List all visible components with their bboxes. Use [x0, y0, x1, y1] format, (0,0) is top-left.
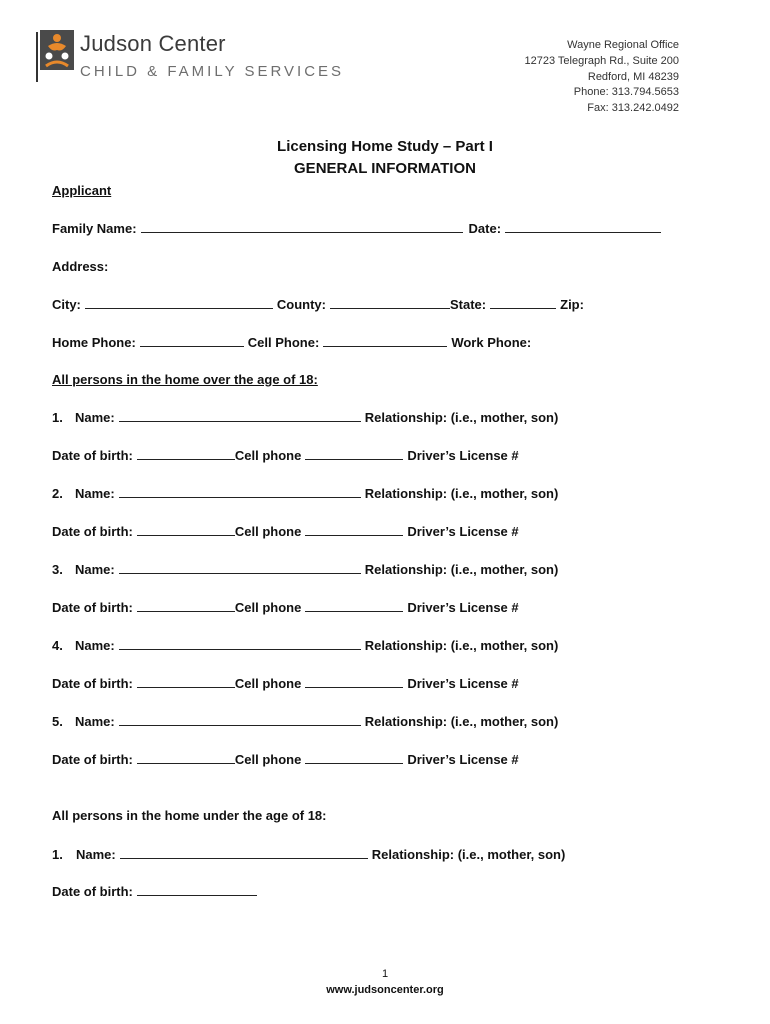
adult-number: 1. [52, 410, 63, 425]
adult-license-label: Driver’s License # [407, 676, 519, 691]
cell-phone-label: Cell Phone: [247, 335, 320, 350]
applicant-heading-row [52, 178, 678, 198]
adult-cell-label: Cell phone [234, 448, 302, 463]
form-title [0, 136, 770, 180]
adult-2-name-row [52, 481, 678, 501]
date-field[interactable] [505, 218, 661, 233]
family-name-label: Family Name: [52, 221, 137, 236]
date-label: Date: [468, 221, 502, 236]
phone-row [52, 330, 678, 350]
adult-dob-label: Date of birth: [52, 524, 133, 539]
adult-name-label: Name: [75, 486, 115, 501]
county-field[interactable] [330, 294, 450, 309]
office-name: Wayne Regional Office [567, 39, 679, 51]
home-phone-label: Home Phone: [52, 335, 136, 350]
brand-subtitle: CHILD & FAMILY SERVICES [80, 63, 345, 80]
brand-name: Judson Center [80, 31, 226, 56]
office-phone: Phone: 313.794.5653 [573, 86, 679, 99]
adult-name-field[interactable] [119, 483, 361, 498]
adult-number: 5. [52, 714, 63, 729]
form-title-line2: GENERAL INFORMATION [294, 160, 476, 177]
minors-heading: All persons in the home under the age of 18: [52, 808, 327, 823]
page-number: 1 [381, 968, 389, 980]
minor-1-name-field[interactable] [120, 844, 368, 859]
adult-2-details-row [52, 519, 678, 539]
adult-name-label: Name: [75, 714, 115, 729]
state-label: State: [450, 297, 487, 312]
adult-cell-field[interactable] [305, 521, 403, 536]
adult-license-label: Driver’s License # [407, 524, 519, 539]
adult-name-field[interactable] [119, 407, 361, 422]
address-label: Address: [52, 259, 109, 274]
judson-center-logo [36, 28, 366, 88]
adult-cell-label: Cell phone [234, 600, 302, 615]
adults-heading: All persons in the home over the age of 18: [52, 372, 318, 387]
adult-license-label: Driver’s License # [407, 752, 519, 767]
home-phone-field[interactable] [140, 332, 244, 347]
adult-dob-label: Date of birth: [52, 752, 133, 767]
minor-1-name-row [52, 842, 678, 862]
page-footer [0, 966, 770, 998]
cell-phone-field[interactable] [323, 332, 447, 347]
work-phone-label: Work Phone: [451, 335, 532, 350]
logo-emblem-icon [40, 30, 74, 70]
adult-relationship-label: Relationship: (i.e., mother, son) [364, 486, 559, 501]
adult-number: 3. [52, 562, 63, 577]
minor-1-dob-label: Date of birth: [52, 884, 133, 899]
family-name-row [52, 216, 678, 236]
adults-heading-row [52, 367, 678, 387]
county-label: County: [276, 297, 326, 312]
adult-name-label: Name: [75, 410, 115, 425]
adult-5-details-row [52, 747, 678, 767]
office-address-block [524, 38, 679, 117]
adult-name-field[interactable] [119, 559, 361, 574]
adult-cell-label: Cell phone [234, 524, 302, 539]
adult-cell-label: Cell phone [234, 676, 302, 691]
state-field[interactable] [490, 294, 556, 309]
adult-dob-field[interactable] [137, 673, 235, 688]
office-fax: Fax: 313.242.0492 [587, 102, 679, 115]
office-street: 12723 Telegraph Rd., Suite 200 [524, 54, 679, 67]
adult-name-field[interactable] [119, 635, 361, 650]
minor-1-name-label: Name: [76, 847, 116, 862]
logo-divider [36, 32, 38, 82]
adult-name-label: Name: [75, 562, 115, 577]
adult-name-label: Name: [75, 638, 115, 653]
adult-cell-label: Cell phone [234, 752, 302, 767]
adult-3-name-row [52, 557, 678, 577]
zip-label: Zip: [560, 297, 584, 312]
adult-license-label: Driver’s License # [407, 448, 519, 463]
city-row [52, 292, 678, 312]
adult-name-field[interactable] [119, 711, 361, 726]
adult-number: 4. [52, 638, 63, 653]
minor-1-dob-field[interactable] [137, 881, 257, 896]
adult-1-name-row [52, 405, 678, 425]
adult-relationship-label: Relationship: (i.e., mother, son) [364, 562, 559, 577]
adult-dob-label: Date of birth: [52, 600, 133, 615]
adult-license-label: Driver’s License # [407, 600, 519, 615]
adult-dob-label: Date of birth: [52, 676, 133, 691]
adult-1-details-row [52, 443, 678, 463]
minor-1-relationship-label: Relationship: (i.e., mother, son) [371, 847, 566, 862]
adult-number: 2. [52, 486, 63, 501]
adult-5-name-row [52, 709, 678, 729]
adult-4-details-row [52, 671, 678, 691]
adult-relationship-label: Relationship: (i.e., mother, son) [364, 638, 559, 653]
city-label: City: [52, 297, 81, 312]
adult-cell-field[interactable] [305, 445, 403, 460]
office-city: Redford, MI 48239 [587, 70, 679, 83]
adult-dob-field[interactable] [137, 597, 235, 612]
adult-dob-field[interactable] [137, 521, 235, 536]
adult-dob-field[interactable] [137, 749, 235, 764]
address-row [52, 254, 678, 274]
adult-4-name-row [52, 633, 678, 653]
city-field[interactable] [85, 294, 273, 309]
adult-relationship-label: Relationship: (i.e., mother, son) [364, 714, 559, 729]
form-title-line1: Licensing Home Study – Part I [277, 138, 493, 155]
minor-1-number: 1. [52, 847, 63, 862]
minors-heading-row [52, 803, 678, 823]
adult-3-details-row [52, 595, 678, 615]
adult-cell-field[interactable] [305, 673, 403, 688]
applicant-heading: Applicant [52, 183, 112, 198]
adult-dob-label: Date of birth: [52, 448, 133, 463]
adult-cell-field[interactable] [305, 597, 403, 612]
adult-dob-field[interactable] [137, 445, 235, 460]
adult-relationship-label: Relationship: (i.e., mother, son) [364, 410, 559, 425]
adult-cell-field[interactable] [305, 749, 403, 764]
minor-1-dob-row [52, 879, 678, 899]
website-link[interactable]: www.judsoncenter.org [326, 984, 444, 996]
family-name-field[interactable] [141, 218, 463, 233]
